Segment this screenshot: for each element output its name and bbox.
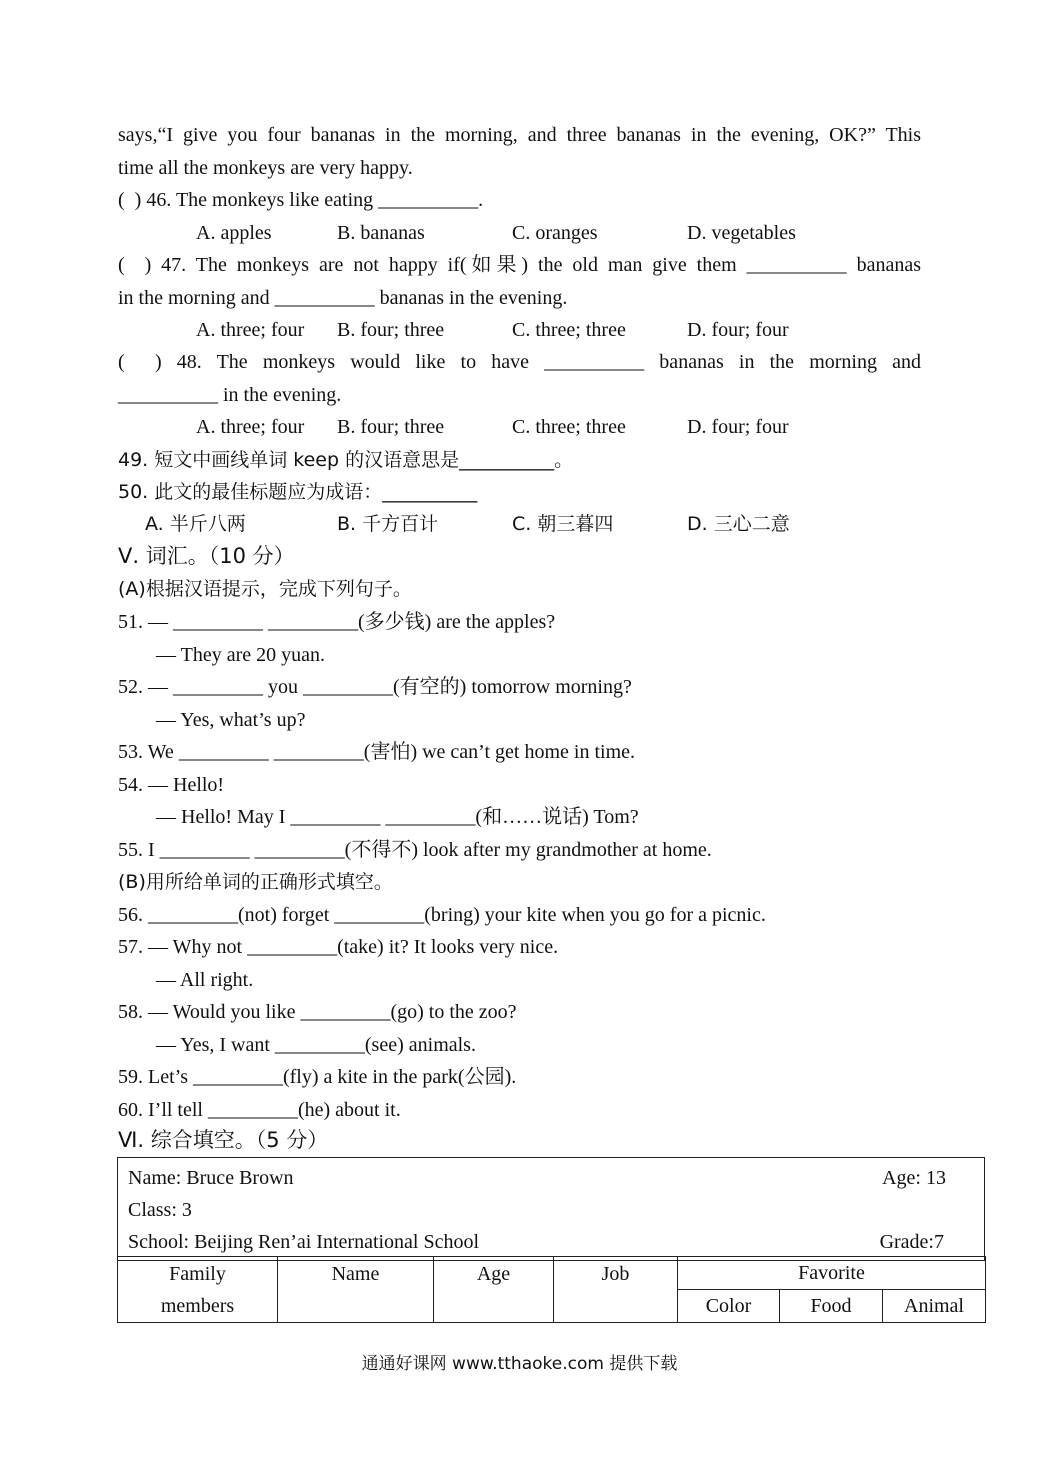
table-header-favorite: Favorite xyxy=(678,1257,986,1290)
option-b: B. bananas xyxy=(337,222,425,244)
part-a-instruction: (A)根据汉语提示，完成下列句子。 xyxy=(118,578,412,600)
question-50: 50. 此文的最佳标题应为成语：__________ xyxy=(118,481,478,503)
question-48: ( ) 48. The monkeys would like to have __________ bananas in the morning and xyxy=(118,351,921,373)
question-53: 53. We _________ _________(害怕) we can’t get home in time. xyxy=(118,741,636,763)
option-c: C. three; three xyxy=(512,319,626,341)
question-60: 60. I’ll tell _________(he) about it. xyxy=(118,1099,401,1121)
question-47: ( ) 47. The monkeys are not happy if(如果) the old man give them __________ bananas xyxy=(118,254,921,276)
question-48-cont: __________ in the evening. xyxy=(118,384,342,406)
question-58-answer: — Yes, I want _________(see) animals. xyxy=(156,1034,476,1056)
student-age: Age: 13 xyxy=(882,1167,946,1189)
question-51: 51. — _________ _________(多少钱) are the apples? xyxy=(118,611,556,633)
question-55: 55. I _________ _________(不得不) look after my grandmother at home. xyxy=(118,839,712,861)
option-a: A. 半斤八两 xyxy=(145,513,246,535)
option-d: D. vegetables xyxy=(687,222,796,244)
student-school: School: Beijing Ren’ai International School xyxy=(128,1231,480,1253)
question-51-answer: — They are 20 yuan. xyxy=(156,644,326,666)
option-a: A. three; four xyxy=(196,416,305,438)
option-c: C. three; three xyxy=(512,416,626,438)
table-header-job: Job xyxy=(554,1257,678,1323)
option-a: A. apples xyxy=(196,222,272,244)
table-header-family-members: Family members xyxy=(118,1257,278,1323)
family-table xyxy=(117,1256,986,1323)
section-heading: Ⅵ. 综合填空。（5 分） xyxy=(118,1128,329,1152)
question-52: 52. — _________ you _________(有空的) tomorrow morning? xyxy=(118,676,632,698)
table-header-animal: Animal xyxy=(883,1290,986,1323)
table-header-color: Color xyxy=(678,1290,780,1323)
student-name: Name: Bruce Brown xyxy=(128,1167,294,1189)
option-a: A. three; four xyxy=(196,319,305,341)
question-54-answer: — Hello! May I _________ _________(和……说话) Tom? xyxy=(156,806,639,828)
table-header-name: Name xyxy=(278,1257,434,1323)
student-info-box xyxy=(117,1157,985,1261)
student-class: Class: 3 xyxy=(128,1199,192,1221)
question-57-answer: — All right. xyxy=(156,969,254,991)
section-heading: Ⅴ. 词汇。（10 分） xyxy=(118,544,295,568)
student-grade: Grade:7 xyxy=(879,1231,944,1253)
option-c: C. oranges xyxy=(512,222,598,244)
option-d: D. 三心二意 xyxy=(687,513,790,535)
question-49: 49. 短文中画线单词 keep 的汉语意思是__________。 xyxy=(118,449,574,471)
part-b-instruction: (B)用所给单词的正确形式填空。 xyxy=(118,871,393,893)
question-54: 54. — Hello! xyxy=(118,774,225,796)
question-56: 56. _________(not) forget _________(bring) your kite when you go for a picnic. xyxy=(118,904,766,926)
option-b: B. four; three xyxy=(337,319,445,341)
question-58: 58. — Would you like _________(go) to the zoo? xyxy=(118,1001,517,1023)
page-footer: 通通好课网 www.tthaoke.com 提供下载 xyxy=(361,1354,678,1374)
option-c: C. 朝三暮四 xyxy=(512,513,614,535)
option-b: B. four; three xyxy=(337,416,445,438)
table-header-food: Food xyxy=(780,1290,883,1323)
passage-line: time all the monkeys are very happy. xyxy=(118,157,413,179)
option-d: D. four; four xyxy=(687,319,789,341)
question-46: ( ) 46. The monkeys like eating __________. xyxy=(118,189,484,211)
option-b: B. 千方百计 xyxy=(337,513,439,535)
question-59: 59. Let’s _________(fly) a kite in the park(公园). xyxy=(118,1066,517,1088)
question-47-cont: in the morning and __________ bananas in the evening. xyxy=(118,287,568,309)
passage-line: says,“I give you four bananas in the morning, and three bananas in the evening, OK?” This xyxy=(118,124,921,146)
table-header-age: Age xyxy=(434,1257,554,1323)
option-d: D. four; four xyxy=(687,416,789,438)
student-info-cell xyxy=(118,1158,985,1261)
question-52-answer: — Yes, what’s up? xyxy=(156,709,306,731)
question-57: 57. — Why not _________(take) it? It looks very nice. xyxy=(118,936,559,958)
